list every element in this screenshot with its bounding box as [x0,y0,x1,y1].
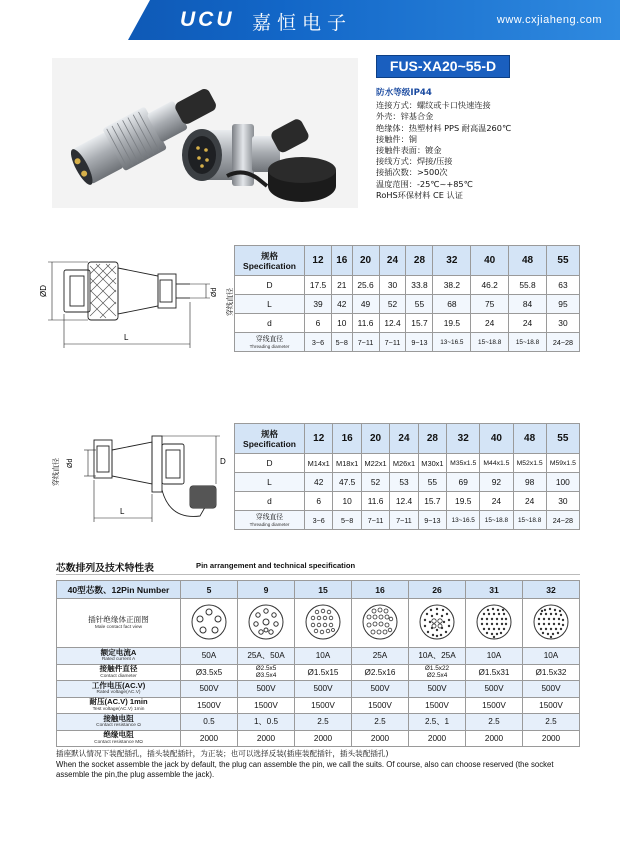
table-cell: 19.5 [447,492,480,511]
table-cell: 2.5 [352,714,409,731]
table-cell: 15.7 [406,314,433,333]
split-line-b: Ø3.5x4 [255,672,277,680]
size-header: 40 [471,246,509,276]
row-label [57,697,181,714]
row-label-cn: 接触电阻 [103,713,134,723]
table-cell: M44x1.5 [480,454,513,473]
pin-layout-9-icon [246,602,286,642]
feature-line: 温度范围：-25℃~+85℃ [376,178,473,189]
table-row [57,697,580,714]
plug-dimension-drawing [40,252,232,352]
row-label: L [235,295,305,314]
plug-spec-table [234,245,580,352]
table-cell: 10A [466,648,523,665]
table-cell: 2000 [352,730,409,747]
table-cell: 6 [305,314,332,333]
row-label [57,599,181,648]
table-row [57,714,580,731]
spec-header-en: Specification [243,438,296,449]
table-cell: 11.6 [352,314,379,333]
table-cell: 9~13 [406,333,433,352]
table-cell: 25.6 [352,276,379,295]
model-number-badge: FUS-XA20~55-D [376,55,510,78]
table-cell: 3~6 [305,333,332,352]
row-label-cn: 耐压(AC.V) 1min [89,697,148,707]
table-cell: 1500V [466,697,523,714]
table-cell: 1500V [295,697,352,714]
table-cell: 10A [523,648,580,665]
table-cell: 42 [331,295,352,314]
table-cell: 21 [331,276,352,295]
receptacle-thread-label: 穿线直径 [52,458,60,486]
spec-header-en: Specification [243,260,296,271]
table-cell: 5~8 [333,511,361,530]
pin-face-5 [181,599,238,648]
size-header: 28 [406,246,433,276]
table-cell: Ø1.5x31 [466,664,523,681]
feature-line: 接插次数：>500次 [376,167,448,178]
feature-line: RoHS环保材料 CE 认证 [376,189,463,200]
features-list [376,88,556,201]
receptacle-outline-svg [40,432,232,532]
table-cell: M14x1 [305,454,333,473]
table-cell: 7~11 [390,511,418,530]
split-line-a: Ø2.5x5 [255,665,277,673]
size-header: 32 [447,424,480,454]
table-cell: 13~16.5 [447,511,480,530]
table-cell: 33.8 [406,276,433,295]
feature-line: 接触件：铜 [376,133,417,144]
row-label-en: Contact resistance Ω [96,723,141,729]
table-row [235,295,580,314]
row-label: d [235,492,305,511]
pin-count-header: 15 [295,581,352,599]
table-cell: 24~28 [546,333,579,352]
table-row [57,648,580,665]
pin-count-header: 32 [523,581,580,599]
row-label [57,730,181,747]
spec-header-cell [235,424,305,454]
table-cell: 15~18.8 [513,511,546,530]
table-cell: 2.5、1 [409,714,466,731]
pin-face-15 [295,599,352,648]
table-cell: 15~18.8 [480,511,513,530]
size-header: 24 [379,246,406,276]
pin-count-header: 5 [181,581,238,599]
row-label-en: Rated voltage(AC.V) [96,690,141,696]
table-cell: 42 [305,473,333,492]
receptacle-dimension-drawing [40,432,232,532]
table-cell: 55.8 [509,276,547,295]
table-cell: Ø1.5x32 [523,664,580,681]
spec-header-cell [235,246,305,276]
table-cell: 1500V [409,697,466,714]
row-label-en: Rated current A [101,657,136,663]
section-title-en: Pin arrangement and technical specification [196,561,356,570]
pin-face-31 [466,599,523,648]
table-row [235,333,580,352]
table-row [235,492,580,511]
connector-photo-illustration [52,58,358,208]
table-cell: 500V [295,681,352,698]
size-header: 12 [305,424,333,454]
table-cell: 19.5 [433,314,471,333]
table-cell: M30x1 [418,454,446,473]
receptacle-thread-d-label: D [220,457,226,466]
table-cell: 2.5 [295,714,352,731]
table-cell: 500V [181,681,238,698]
table-cell: 84 [509,295,547,314]
contact-face-row [57,599,580,648]
table-cell: 69 [447,473,480,492]
table-cell: 11.6 [361,492,389,511]
row-label: D [235,454,305,473]
table-cell: 10 [333,492,361,511]
size-header: 16 [333,424,361,454]
table-cell: 30 [546,492,579,511]
table-cell: 52 [379,295,406,314]
pin-face-26 [409,599,466,648]
table-cell: 6 [305,492,333,511]
table-row [57,681,580,698]
table-cell: 2000 [523,730,580,747]
header-diagonal [128,0,150,40]
split-line-a: Ø1.5x22 [424,665,450,673]
row-label-en: Contact resistance MΩ [94,739,143,745]
size-header: 55 [546,424,579,454]
table-cell: 10 [331,314,352,333]
table-row [57,730,580,747]
table-cell: M35x1.5 [447,454,480,473]
size-header: 48 [513,424,546,454]
table-cell: 1500V [181,697,238,714]
pin-header-label: 40型芯数、12Pin Number [57,581,181,599]
pin-face-9 [238,599,295,648]
footnote-cn: 插座默认情况下装配插孔，插头装配插针，为正装；也可以选择反装(插座装配插针，插头装配插孔) [56,749,389,758]
table-cell: 2.5 [466,714,523,731]
thread-label-en: Threading diameter [249,521,290,527]
table-cell: 55 [418,473,446,492]
table-cell: 15.7 [418,492,446,511]
pin-arrangement-table [56,580,580,747]
product-photo [52,58,358,208]
table-cell: 30 [379,276,406,295]
size-header: 12 [305,246,332,276]
thread-label-cn: 穿线直径 [255,335,284,343]
row-label [57,648,181,665]
table-cell: 12.4 [379,314,406,333]
table-cell: 46.2 [471,276,509,295]
table-cell: 25A、50A [238,648,295,665]
table-cell: 1500V [238,697,295,714]
page-header [0,0,620,40]
table-cell: 63 [546,276,579,295]
table-cell: 68 [433,295,471,314]
table-cell: 15~18.8 [471,333,509,352]
face-label-en: Male contact fact view [94,624,143,630]
table-cell: 2000 [238,730,295,747]
thread-label-cn: 穿线直径 [255,513,284,521]
split-line-b: Ø2.5x4 [426,672,448,680]
table-cell [238,664,295,681]
plug-thread-label: 穿线直径 [226,288,234,316]
table-row [235,454,580,473]
table-cell: 500V [352,681,409,698]
row-label [57,714,181,731]
size-header: 48 [509,246,547,276]
row-label: d [235,314,305,333]
footnote-en: When the socket assemble the jack by default, the plug can assemble the pin, we call the suits. Of course, also can choose reserved (the socket assemble the pin,the plug assemble the jack). [56,759,554,780]
pin-layout-32-icon [531,602,571,642]
brand-name-cn: 嘉恒电子 [252,12,353,34]
pin-count-header: 31 [466,581,523,599]
table-cell: 7~11 [379,333,406,352]
row-label-cn: 绝缘电阻 [103,730,134,740]
row-label-cn: 工作电压(AC.V) [91,680,146,690]
row-label: D [235,276,305,295]
row-label-en: Contact diameter [100,673,137,679]
table-row [235,276,580,295]
table-cell: Ø3.5x5 [181,664,238,681]
size-header: 32 [433,246,471,276]
table-cell: 3~6 [305,511,333,530]
table-cell: 15~18.8 [509,333,547,352]
table-cell: Ø2.5x16 [352,664,409,681]
size-header: 40 [480,424,513,454]
table-cell: 1500V [523,697,580,714]
table-cell: 9~13 [418,511,446,530]
row-label [235,333,305,352]
plug-od-label: ØD [39,285,48,297]
plug-outline-svg [40,252,232,352]
plug-length-label: L [124,333,129,342]
table-cell: M26x1 [390,454,418,473]
row-label-cn: 接触件直径 [99,664,138,674]
row-label [57,681,181,698]
table-cell: 98 [513,473,546,492]
table-cell: M22x1 [361,454,389,473]
table-cell: 95 [546,295,579,314]
pin-layout-15-icon [303,602,343,642]
table-cell: 25A [352,648,409,665]
plug-d-label: Ød [211,287,218,297]
header-white-block [0,0,128,40]
section-title: 芯数排列及技术特性表 [56,563,154,574]
pin-face-32 [523,599,580,648]
table-row [57,664,580,681]
receptacle-spec-table [234,423,580,530]
pin-face-16 [352,599,409,648]
table-cell: M52x1.5 [513,454,546,473]
table-cell: 13~16.5 [433,333,471,352]
pin-layout-26-icon [417,602,457,642]
receptacle-length-label: L [120,507,125,516]
size-header: 20 [361,424,389,454]
table-cell: 24~28 [546,511,579,530]
table-cell: 10A、25A [409,648,466,665]
table-cell: 500V [409,681,466,698]
table-cell: 24 [471,314,509,333]
table-row [235,511,580,530]
row-label: L [235,473,305,492]
table-cell: 24 [509,314,547,333]
table-cell: 1500V [352,697,409,714]
table-cell: 7~11 [361,511,389,530]
assembly-footnote [56,749,586,781]
table-cell: 2000 [409,730,466,747]
pin-count-header: 9 [238,581,295,599]
ip-rating-title: 防水等级IP44 [376,88,432,98]
table-cell: 49 [352,295,379,314]
table-cell: 53 [390,473,418,492]
table-cell: 50A [181,648,238,665]
thread-label-en: Threading diameter [249,343,290,349]
table-cell: 92 [480,473,513,492]
table-cell: 500V [523,681,580,698]
table-cell: 75 [471,295,509,314]
section-divider [56,574,580,575]
table-row [235,473,580,492]
table-cell: 24 [480,492,513,511]
pin-count-header: 26 [409,581,466,599]
table-cell: 7~11 [352,333,379,352]
table-cell: 24 [513,492,546,511]
spec-header-cn: 规格 [260,428,278,439]
table-cell: 52 [361,473,389,492]
pin-count-header: 16 [352,581,409,599]
table-cell: 10A [295,648,352,665]
pin-layout-31-icon [474,602,514,642]
pin-layout-5-icon [189,602,229,642]
row-label-cn: 额定电流A [100,647,137,657]
table-cell: 55 [406,295,433,314]
table-cell: 47.5 [333,473,361,492]
row-label [57,664,181,681]
website-url: www.cxjiaheng.com [496,14,602,26]
row-label-en: Test voltage(AC.V) 1min [92,706,145,712]
feature-line: 接线方式：焊接/压接 [376,156,453,167]
table-cell: 2.5 [523,714,580,731]
table-cell: 30 [546,314,579,333]
size-header: 24 [390,424,418,454]
table-cell: M59x1.5 [546,454,579,473]
table-row [235,314,580,333]
face-label-cn: 插针绝缘体正面图 [88,615,149,625]
table-cell: 39 [305,295,332,314]
table-cell: 2000 [466,730,523,747]
spec-header-cn: 规格 [260,250,278,261]
feature-line: 绝缘体：热塑材料 PPS 耐高温260℃ [376,122,512,133]
table-cell: 5~8 [331,333,352,352]
table-cell: 500V [466,681,523,698]
feature-line: 接触件表面：镀金 [376,145,442,156]
table-cell: 12.4 [390,492,418,511]
pin-layout-16-icon [360,602,400,642]
table-cell: Ø1.5x15 [295,664,352,681]
table-cell: 17.5 [305,276,332,295]
brand-logo: UCU [180,8,235,31]
table-cell: 500V [238,681,295,698]
table-cell: 2000 [181,730,238,747]
size-header: 16 [331,246,352,276]
table-cell: 1、0.5 [238,714,295,731]
table-cell: 38.2 [433,276,471,295]
table-cell: M18x1 [333,454,361,473]
table-cell: 0.5 [181,714,238,731]
table-cell: 2000 [295,730,352,747]
size-header: 20 [352,246,379,276]
row-label [235,511,305,530]
receptacle-d-label: Ød [67,458,74,468]
size-header: 28 [418,424,446,454]
feature-line: 连接方式：螺纹或卡口快速连接 [376,100,491,111]
table-cell [409,664,466,681]
feature-line: 外壳：锌基合金 [376,111,434,122]
size-header: 55 [546,246,579,276]
table-cell: 100 [546,473,579,492]
